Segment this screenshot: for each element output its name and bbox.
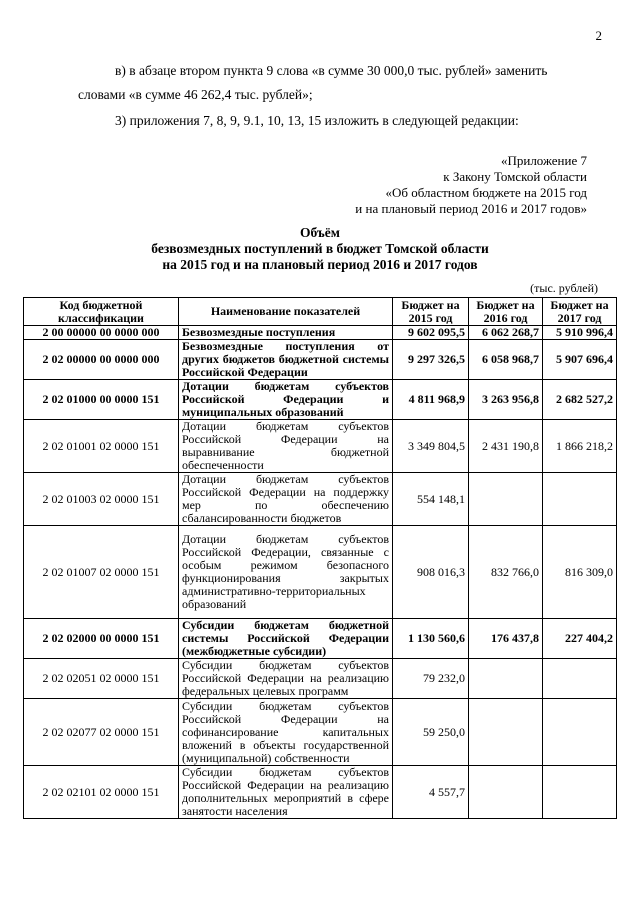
row-2016-cell	[469, 766, 543, 819]
row-code-cell: 2 02 02077 02 0000 151	[24, 699, 179, 766]
row-name-cell: Безвозмездные поступления от других бюджетов бюджетной системы Российской Федерации	[179, 340, 393, 380]
row-2016-cell: 6 062 268,7	[469, 326, 543, 340]
header-2016: Бюджет на 2016 год	[469, 298, 543, 326]
row-2017-cell	[543, 659, 617, 699]
row-code-cell: 2 02 01007 02 0000 151	[24, 526, 179, 619]
row-2017-cell: 5 910 996,4	[543, 326, 617, 340]
table-row	[24, 473, 617, 526]
table-row	[24, 420, 617, 473]
row-name-cell: Дотации бюджетам субъектов Российской Федерации, связанные с особым режимом безопасного функционирования закрытых административно-территориальных образований	[179, 526, 393, 619]
table-row	[24, 659, 617, 699]
row-2016-cell: 6 058 968,7	[469, 340, 543, 380]
row-2016-cell: 2 431 190,8	[469, 420, 543, 473]
row-2015-cell: 554 148,1	[393, 473, 469, 526]
row-code-cell: 2 02 02051 02 0000 151	[24, 659, 179, 699]
row-2017-cell: 5 907 696,4	[543, 340, 617, 380]
table-row	[24, 340, 617, 380]
table-body	[24, 326, 617, 819]
row-2017-cell: 1 866 218,2	[543, 420, 617, 473]
budget-table	[23, 297, 617, 819]
title-line: Объём	[300, 225, 340, 240]
page-number: 2	[595, 28, 602, 43]
row-code-cell: 2 02 02101 02 0000 151	[24, 766, 179, 819]
table-row	[24, 526, 617, 619]
header-2017: Бюджет на 2017 год	[543, 298, 617, 326]
header-code: Код бюджетной классификации	[24, 298, 179, 326]
row-2017-cell	[543, 766, 617, 819]
document-title	[60, 225, 580, 273]
row-2017-cell	[543, 699, 617, 766]
row-2016-cell: 176 437,8	[469, 619, 543, 659]
amendment-paragraph-line-1: в) в абзаце втором пункта 9 слова «в сумме 30 000,0 тыс. рублей» заменить	[115, 63, 548, 78]
row-2015-cell: 79 232,0	[393, 659, 469, 699]
row-2016-cell: 832 766,0	[469, 526, 543, 619]
row-2016-cell: 3 263 956,8	[469, 380, 543, 420]
row-2015-cell: 1 130 560,6	[393, 619, 469, 659]
appendix-line: и на плановый период 2016 и 2017 годов»	[355, 201, 587, 216]
header-name: Наименование показателей	[179, 298, 393, 326]
row-2017-cell: 816 309,0	[543, 526, 617, 619]
row-code-cell: 2 00 00000 00 0000 000	[24, 326, 179, 340]
row-2017-cell	[543, 473, 617, 526]
row-code-cell: 2 02 00000 00 0000 000	[24, 340, 179, 380]
units-label: (тыс. рублей)	[530, 281, 598, 295]
row-name-cell: Дотации бюджетам субъектов Российской Федерации на выравнивание бюджетной обеспеченности	[179, 420, 393, 473]
row-2015-cell: 3 349 804,5	[393, 420, 469, 473]
amendment-paragraph-appendices: 3) приложения 7, 8, 9, 9.1, 10, 13, 15 изложить в следующей редакции:	[115, 113, 519, 128]
row-2015-cell: 4 811 968,9	[393, 380, 469, 420]
table-row	[24, 699, 617, 766]
title-line: на 2015 год и на плановый период 2016 и 2017 годов	[162, 257, 478, 272]
row-name-cell: Дотации бюджетам субъектов Российской Федерации и муниципальных образований	[179, 380, 393, 420]
table-header-row	[24, 298, 617, 326]
row-name-cell: Субсидии бюджетам субъектов Российской Федерации на реализацию федеральных целевых программ	[179, 659, 393, 699]
row-code-cell: 2 02 02000 00 0000 151	[24, 619, 179, 659]
table-row	[24, 766, 617, 819]
row-code-cell: 2 02 01003 02 0000 151	[24, 473, 179, 526]
row-name-cell: Дотации бюджетам субъектов Российской Федерации на поддержку мер по обеспечению сбалансированности бюджетов	[179, 473, 393, 526]
table-row	[24, 619, 617, 659]
appendix-line: «Об областном бюджете на 2015 год	[385, 185, 587, 200]
row-code-cell: 2 02 01000 00 0000 151	[24, 380, 179, 420]
row-2015-cell: 9 602 095,5	[393, 326, 469, 340]
row-2016-cell	[469, 699, 543, 766]
row-2017-cell: 2 682 527,2	[543, 380, 617, 420]
row-2015-cell: 908 016,3	[393, 526, 469, 619]
row-2015-cell: 59 250,0	[393, 699, 469, 766]
row-name-cell: Субсидии бюджетам субъектов Российской Федерации на реализацию дополнительных мероприятий в сфере занятости населения	[179, 766, 393, 819]
row-2016-cell	[469, 659, 543, 699]
row-name-cell: Безвозмездные поступления	[179, 326, 393, 340]
appendix-header	[227, 153, 587, 217]
appendix-line: «Приложение 7	[500, 153, 587, 168]
amendment-paragraph-line-2: словами «в сумме 46 262,4 тыс. рублей»;	[78, 87, 313, 102]
table-row	[24, 380, 617, 420]
row-name-cell: Субсидии бюджетам бюджетной системы Российской Федерации (межбюджетные субсидии)	[179, 619, 393, 659]
row-name-cell: Субсидии бюджетам субъектов Российской Федерации на софинансирование капитальных вложений в объекты государственной (муниципальной) собственности	[179, 699, 393, 766]
row-2015-cell: 9 297 326,5	[393, 340, 469, 380]
appendix-line: к Закону Томской области	[443, 169, 587, 184]
title-line: безвозмездных поступлений в бюджет Томской области	[151, 241, 489, 256]
row-2015-cell: 4 557,7	[393, 766, 469, 819]
row-code-cell: 2 02 01001 02 0000 151	[24, 420, 179, 473]
header-2015: Бюджет на 2015 год	[393, 298, 469, 326]
row-2016-cell	[469, 473, 543, 526]
table-row	[24, 326, 617, 340]
row-2017-cell: 227 404,2	[543, 619, 617, 659]
